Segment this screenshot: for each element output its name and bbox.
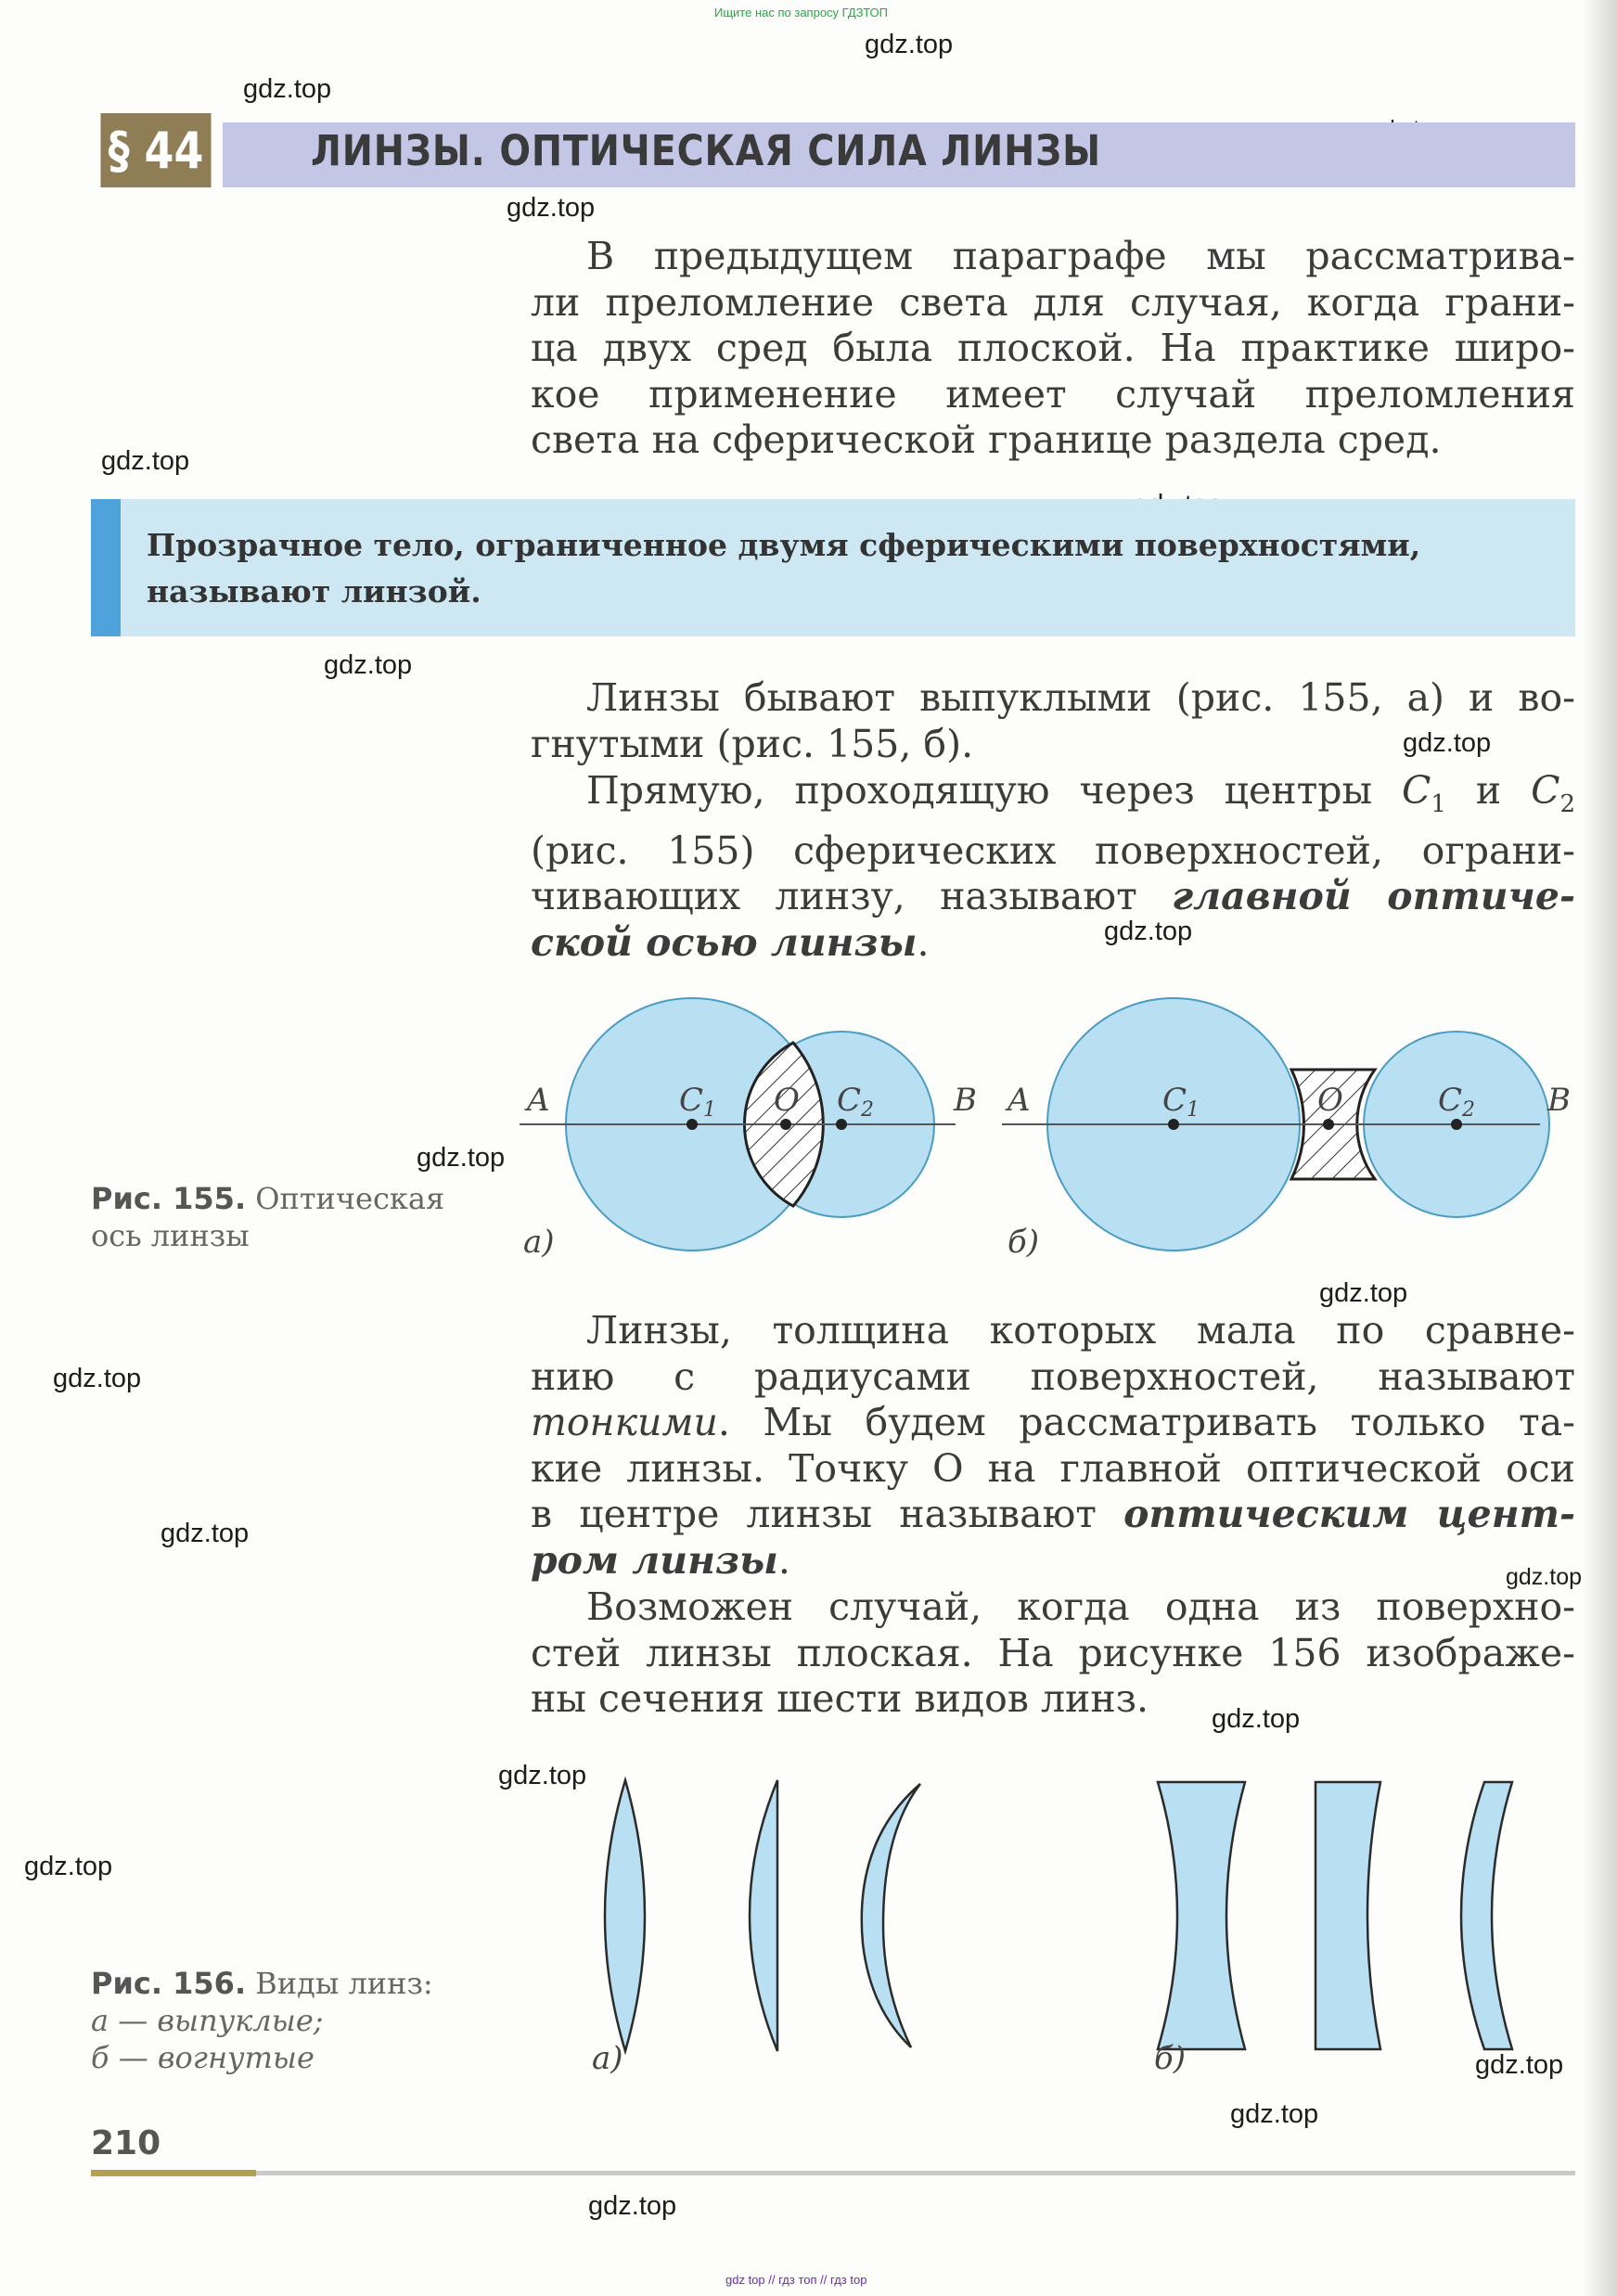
term-thin: тонкими [531, 1400, 718, 1444]
intro-paragraph [531, 234, 1575, 464]
watermark: gdz.top [53, 1364, 142, 1393]
definition-accent-bar [91, 499, 121, 636]
figure-155-optical-axis [520, 983, 1586, 1262]
optical-axis-paragraph [531, 768, 1575, 966]
text-line: Линзы, толщина которых мала по сравне- [586, 1308, 1575, 1353]
point-a-label: A [1007, 1082, 1031, 1119]
section-title: ЛИНЗЫ. ОПТИЧЕСКАЯ СИЛА ЛИНЗЫ [311, 126, 1102, 175]
bottom-banner[interactable]: gdz top // гдз топ // гдз top [725, 2273, 867, 2287]
thin-lens-paragraph [531, 1308, 1575, 1584]
watermark: gdz.top [243, 74, 332, 104]
point-c2-label: C2 [837, 1082, 875, 1122]
watermark: gdz.top [1319, 1278, 1408, 1308]
text-line: стей линзы плоская. На рисунке 156 изображе- [531, 1630, 1575, 1675]
watermark: gdz.top [498, 1761, 587, 1790]
term-optical-center: оптическим цент- [1123, 1492, 1575, 1536]
watermark: gdz.top [1212, 1704, 1301, 1734]
caption-line: Рис. 155. Оптическая [91, 1181, 445, 1216]
text-line: ли преломление света для случая, когда грани- [531, 279, 1575, 325]
text-line: тонкими. Мы будем рассматривать только та- [531, 1400, 1575, 1444]
term-main-optical-axis-end: ской осью линзы [531, 919, 918, 965]
watermark: gdz.top [1506, 1564, 1583, 1590]
figure-label-a: а) [592, 2040, 623, 2077]
text-line: нию с радиусами поверхностей, называют [531, 1353, 1575, 1399]
watermark: gdz.top [588, 2191, 677, 2221]
watermark: gdz.top [1104, 917, 1193, 946]
text-line: кие линзы. Точку O на главной оптической оси [531, 1445, 1575, 1491]
definition-text: Прозрачное тело, ограниченное двумя сферическими поверхностями, называют линзой. [147, 527, 1421, 609]
top-banner[interactable]: Ищите нас по запросу ГДЗТОП [714, 6, 889, 19]
text-line: ром линзы. [531, 1537, 790, 1583]
text-line: ца двух сред была плоской. На практике широ- [531, 326, 1575, 370]
point-c2-label: C2 [1438, 1082, 1476, 1122]
page-number: 210 [91, 2124, 161, 2162]
point-a-label: A [527, 1082, 550, 1119]
text-line: чивающих линзу, называют главной оптиче- [531, 874, 1576, 919]
footer-accent-line [91, 2170, 256, 2176]
page-edge-shadow [1582, 0, 1617, 2296]
caption-line: б — вогнутые [91, 2040, 314, 2075]
convex-meniscus-lens [862, 1784, 920, 2047]
watermark: gdz.top [160, 1519, 250, 1548]
text-line: Возможен случай, когда одна из поверхно- [586, 1584, 1575, 1629]
figure-156-lens-types [557, 1767, 1577, 2092]
text-line: Прямую, проходящую через центры $C_1$ и $C_2$ [586, 768, 1575, 819]
text-line: кое применение имеет случай преломления [531, 371, 1575, 417]
concave-meniscus-lens [1461, 1782, 1512, 2049]
watermark: gdz.top [865, 30, 954, 59]
term-main-optical-axis: главной оптиче- [1172, 874, 1576, 919]
text-line: (рис. 155) сферических поверхностей, ограни- [531, 827, 1575, 873]
text-line: гнутыми (рис. 155, б). [531, 721, 974, 766]
text-line: В предыдущем параграфе мы рассматрива- [586, 234, 1575, 278]
point-b-label: B [954, 1082, 977, 1119]
figure-label-a: а) [523, 1224, 555, 1261]
text-line: Линзы бывают выпуклыми (рис. 155, а) и во- [586, 675, 1575, 720]
section-number-badge: § 44 [101, 113, 212, 187]
text-line: ны сечения шести видов линз. [531, 1676, 1149, 1721]
watermark: gdz.top [1403, 728, 1492, 758]
caption-line: Рис. 156. Виды линз: [91, 1966, 433, 2001]
footer-line [256, 2171, 1575, 2175]
watermark: gdz.top [507, 193, 596, 223]
plano-concave-lens [1315, 1782, 1380, 2049]
point-o-label: O [1317, 1082, 1343, 1119]
figure-155-caption [91, 1180, 444, 1254]
point-b-label: B [1547, 1082, 1571, 1119]
watermark: gdz.top [1230, 2099, 1319, 2129]
watermark: gdz.top [324, 650, 413, 680]
point-c1-label: C1 [1162, 1082, 1200, 1122]
watermark: gdz.top [1475, 2050, 1564, 2080]
figure-156-caption [91, 1965, 433, 2076]
watermark: gdz.top [417, 1143, 506, 1173]
watermark: gdz.top [101, 446, 190, 476]
caption-line: а — выпуклые; [91, 2003, 324, 2038]
term-optical-center-end: ром линзы [531, 1537, 778, 1583]
biconcave-lens [1158, 1782, 1245, 2049]
biconvex-lens [605, 1780, 645, 2051]
figure-label-b: б) [1154, 2040, 1187, 2077]
lens-types-paragraph [531, 675, 1575, 767]
text-line: в центре линзы называют оптическим цент- [531, 1492, 1575, 1536]
point-c1-label: C1 [679, 1082, 717, 1122]
plano-convex-lens [750, 1780, 777, 2051]
watermark: gdz.top [24, 1852, 113, 1881]
point-o-label: O [774, 1082, 800, 1119]
lens-kinds-paragraph [531, 1584, 1575, 1723]
figure-label-b: б) [1007, 1224, 1040, 1261]
text-line: света на сферической границе раздела сред. [531, 417, 1442, 462]
caption-line: ось линзы [91, 1218, 250, 1253]
text-line: ской осью линзы. [531, 919, 930, 965]
